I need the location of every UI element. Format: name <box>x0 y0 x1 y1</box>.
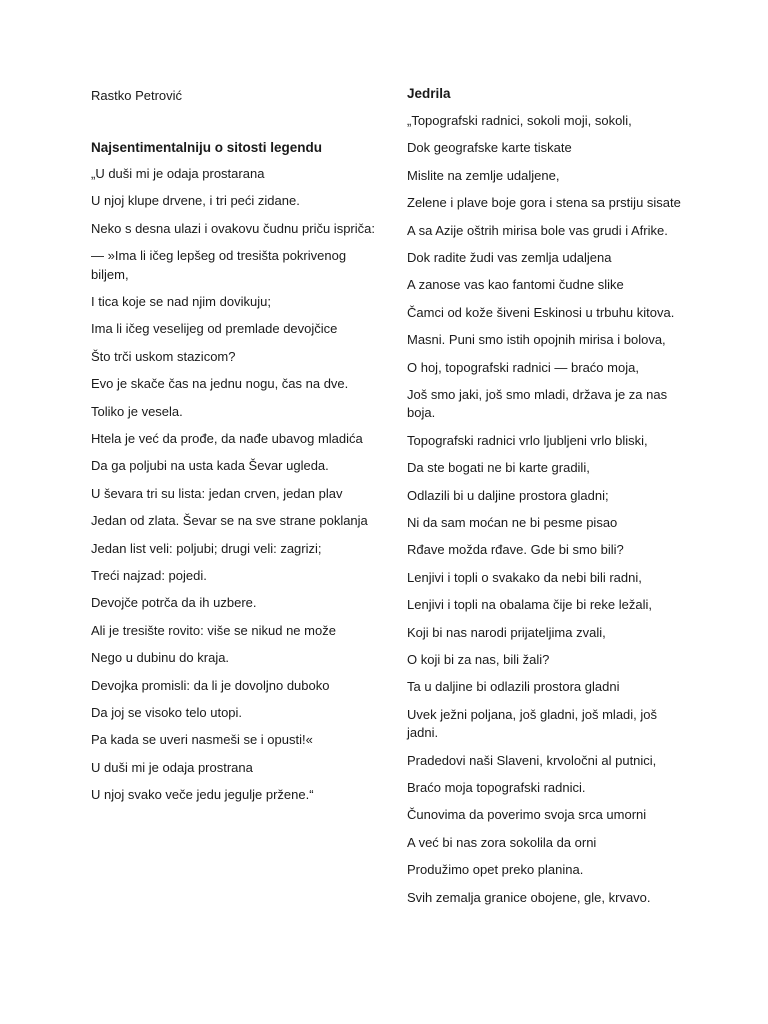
verse-line: Masni. Puni smo istih opojnih mirisa i bolova, <box>407 332 666 348</box>
verse-line: Htela je već da prođe, da nađe ubavog mladića <box>91 431 363 447</box>
verse-line: O hoj, topografski radnici — braćo moja, <box>407 359 639 375</box>
verse-line: Svih zemalja granice obojene, gle, krvavo. <box>407 889 651 905</box>
verse-line: Toliko je vesela. <box>91 403 183 419</box>
verse-line: Da joj se visoko telo utopi. <box>91 704 243 720</box>
verse-line: „U duši mi je odaja prostarana <box>91 166 265 181</box>
verse-line: Pradedovi naši Slaveni, krvoločni al putnici, <box>407 752 657 768</box>
verse-line: — »Ima li ičeg lepšeg od tresišta pokrivenog biljem, <box>91 248 347 282</box>
verse-line: Što trči uskom stazicom? <box>91 348 236 364</box>
verse-line: Evo je skače čas na jednu nogu, čas na dve. <box>91 376 349 392</box>
poem-title-left: Najsentimentalniju o sitosti legendu <box>91 140 323 155</box>
verse-line: A zanose vas kao fantomi čudne slike <box>407 277 624 293</box>
verse-line: Odlazili bi u daljine prostora gladni; <box>407 487 609 503</box>
verse-line: Ima li ičeg veselijeg od premlade devojčice <box>91 321 338 337</box>
author-name: Rastko Petrović <box>91 88 183 103</box>
verse-line: Još smo jaki, još smo mladi, država je za nas boja. <box>407 386 668 421</box>
verse-line: U njoj svako veče jedu jegulje pržene.“ <box>91 787 314 803</box>
verse-line: Nego u dubinu do kraja. <box>91 650 230 666</box>
verse-line: Čunovima da poverimo svoja srca umorni <box>407 807 647 823</box>
verse-line: Topografski radnici vrlo ljubljeni vrlo bliski, <box>407 432 648 448</box>
verse-line: Braćo moja topografski radnici. <box>407 779 586 795</box>
verse-line: Ta u daljine bi odlazili prostora gladni <box>407 679 620 695</box>
verse-line: O koji bi za nas, bili žali? <box>407 651 550 667</box>
verse-line: I tica koje se nad njim dovikuju; <box>91 294 271 310</box>
verse-line: Dok geografske karte tiskate <box>407 140 572 156</box>
poem-verses-right <box>407 112 682 916</box>
verse-line: U njoj klupe drvene, i tri peći zidane. <box>91 193 300 209</box>
verse-line: Treći najzad: pojedi. <box>91 567 207 583</box>
verse-line: A sa Azije oštrih mirisa bole vas grudi i Afrike. <box>407 222 668 238</box>
poem-verses-left <box>91 165 381 813</box>
verse-line: Jedan list veli: poljubi; drugi veli: zagrizi; <box>91 540 322 556</box>
verse-line: Da ste bogati ne bi karte gradili, <box>407 460 590 476</box>
verse-line: A već bi nas zora sokolila da orni <box>407 834 597 850</box>
verse-line: U duši mi je odaja prostrana <box>91 759 253 775</box>
verse-line: U ševara tri su lista: jedan crven, jedan plav <box>91 485 343 501</box>
verse-line: Ni da sam moćan ne bi pesme pisao <box>407 514 618 530</box>
verse-line: Da ga poljubi na usta kada Ševar ugleda. <box>91 458 329 474</box>
verse-line: Rđave možda rđave. Gde bi smo bili? <box>407 542 624 558</box>
verse-line: Devojka promisli: da li je dovoljno duboko <box>91 677 330 693</box>
verse-line: Dok radite žudi vas zemlja udaljena <box>407 249 612 265</box>
verse-line: Čamci od kože šiveni Eskinosi u trbuhu kitova. <box>407 304 675 320</box>
verse-line: Jedan od zlata. Ševar se na sve strane poklanja <box>91 513 368 529</box>
verse-line: Koji bi nas narodi prijateljima zvali, <box>407 624 606 640</box>
poem-title-right: Jedrila <box>407 86 451 101</box>
verse-line: Zelene i plave boje gora i stena sa prstiju sisate <box>407 195 681 211</box>
verse-line: Ali je tresište rovito: više se nikud ne može <box>91 622 336 638</box>
verse-line: Uvek ježni poljana, još gladni, još mladi, još jadni. <box>407 706 658 741</box>
verse-line: Produžimo opet preko planina. <box>407 862 584 878</box>
verse-line: „Topografski radnici, sokoli moji, sokoli, <box>407 113 632 128</box>
verse-line: Neko s desna ulazi i ovakovu čudnu priču ispriča: <box>91 220 375 236</box>
verse-line: Lenjivi i topli o svakako da nebi bili radni, <box>407 569 642 585</box>
verse-line: Pa kada se uveri nasmeši se i opusti!« <box>91 732 313 748</box>
verse-line: Mislite na zemlje udaljene, <box>407 167 560 183</box>
verse-line: Lenjivi i topli na obalama čije bi reke ležali, <box>407 597 652 613</box>
verse-line: Devojče potrča da ih uzbere. <box>91 595 257 611</box>
